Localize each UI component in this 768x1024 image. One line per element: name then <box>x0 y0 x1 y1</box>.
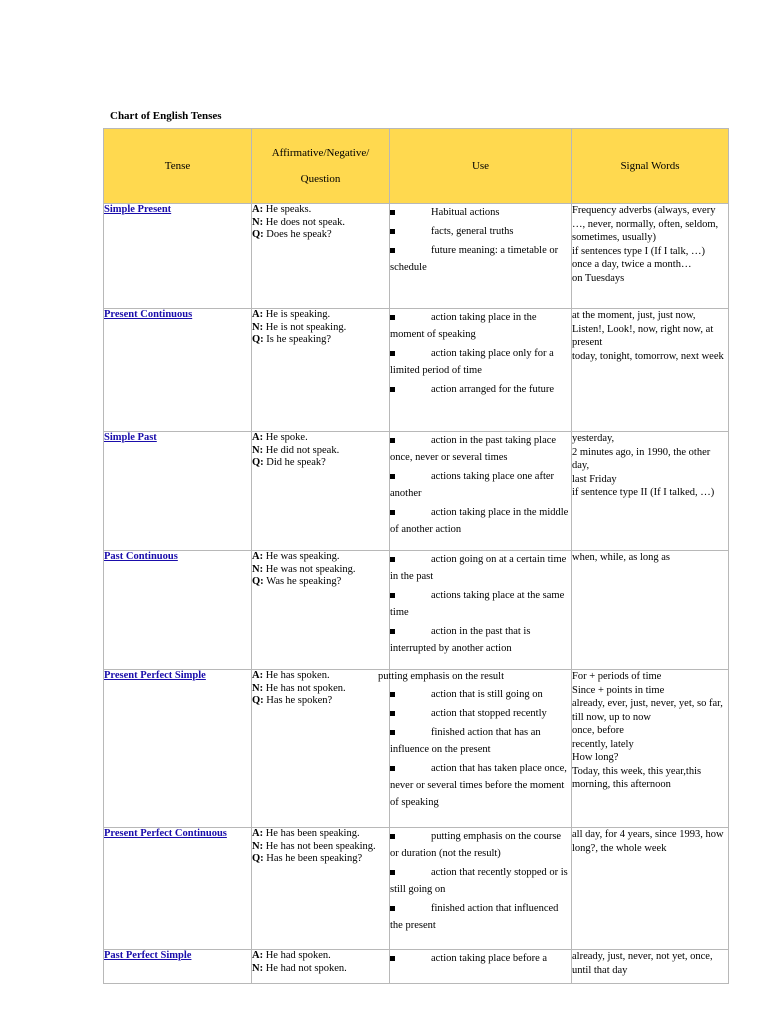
signal-cell <box>572 309 729 432</box>
form-sentence: He does not speak. <box>265 216 346 228</box>
table-row <box>104 828 729 950</box>
tense-link[interactable]: Simple Past <box>104 432 157 443</box>
bullet-icon <box>390 593 395 598</box>
use-cell <box>390 950 572 984</box>
form-sentence: He did not speak. <box>265 444 340 456</box>
tense-link[interactable]: Present Continuous <box>104 309 193 320</box>
signal-line: How long? <box>572 752 619 763</box>
form-prefix: N: <box>252 216 266 228</box>
use-item <box>390 504 571 538</box>
use-text: Habitual actions <box>431 207 500 218</box>
table-row <box>104 432 729 551</box>
form-prefix: Q: <box>252 695 267 706</box>
signal-line: For + periods of time <box>572 671 662 682</box>
use-text: finished action that influenced the present <box>390 903 559 931</box>
form-line-n <box>252 217 389 230</box>
use-text: action arranged for the future <box>431 384 555 395</box>
bullet-icon <box>390 834 395 839</box>
tense-link[interactable]: Past Perfect Simple <box>104 950 192 961</box>
header-signal: Signal Words <box>572 129 729 204</box>
use-text: actions taking place one after another <box>390 471 555 499</box>
form-prefix: N: <box>252 321 266 333</box>
signal-line: today, tonight, tomorrow, next week <box>572 350 724 362</box>
use-text: action that is still going on <box>431 689 543 700</box>
form-line-q <box>252 576 389 589</box>
form-prefix: N: <box>252 444 266 456</box>
use-text: future meaning: a timetable or schedule <box>390 245 559 273</box>
use-text: action taking place before a <box>431 953 548 964</box>
form-prefix: Q: <box>252 576 267 587</box>
signal-line: 2 minutes ago, in 1990, the other day, <box>572 446 711 471</box>
use-cell <box>378 670 572 828</box>
bullet-icon <box>390 711 395 716</box>
signal-line: all day, for 4 years, since 1993, how long?, the whole week <box>572 829 724 854</box>
forms-cell <box>252 432 390 551</box>
signal-cell <box>572 670 729 828</box>
use-item <box>390 551 571 585</box>
bullet-icon <box>390 315 395 320</box>
tense-name-cell <box>104 309 252 432</box>
forms-cell <box>252 950 390 984</box>
form-line-n <box>252 683 389 696</box>
form-sentence: He is not speaking. <box>265 321 347 333</box>
use-cell <box>390 828 572 950</box>
tense-name-cell <box>104 551 252 670</box>
signal-cell <box>572 950 729 984</box>
signal-line: on Tuesdays <box>572 272 625 284</box>
use-text: putting emphasis on the course or duration (not the result) <box>390 831 562 859</box>
bullet-icon <box>390 248 395 253</box>
form-sentence: Has he been speaking? <box>266 853 363 864</box>
signal-line: at the moment, just, just now, Listen!, Look!, now, right now, at present <box>572 310 714 348</box>
form-prefix: Q: <box>252 457 267 468</box>
use-text: action taking place in the middle of another action <box>390 507 569 535</box>
use-text: action that recently stopped or is still going on <box>390 867 568 895</box>
use-cell <box>390 432 572 551</box>
use-item <box>390 864 571 898</box>
use-item <box>390 828 571 862</box>
use-item <box>390 468 571 502</box>
form-sentence: Was he speaking? <box>266 576 342 587</box>
form-line-a <box>252 828 389 841</box>
table-row <box>104 309 729 432</box>
form-prefix: Q: <box>252 229 267 240</box>
form-line-n <box>252 564 389 577</box>
bullet-icon <box>390 730 395 735</box>
form-sentence: He spoke. <box>265 432 308 443</box>
forms-cell <box>252 670 390 828</box>
use-text: action taking place in the moment of speaking <box>390 312 537 340</box>
forms-cell <box>252 828 390 950</box>
bullet-icon <box>390 692 395 697</box>
use-cell <box>390 204 572 309</box>
bullet-icon <box>390 956 395 961</box>
form-line-a <box>252 204 389 217</box>
form-line-n <box>252 322 389 335</box>
form-prefix: N: <box>252 682 266 694</box>
bullet-icon <box>390 351 395 356</box>
form-line-q <box>252 695 389 708</box>
header-row <box>104 129 729 204</box>
bullet-icon <box>390 870 395 875</box>
form-sentence: He had not spoken. <box>265 962 347 974</box>
tense-link[interactable]: Past Continuous <box>104 551 178 562</box>
form-sentence: Does he speak? <box>266 229 332 240</box>
signal-line: already, ever, just, never, yet, so far, till now, up to now <box>572 698 723 723</box>
signal-line: recently, lately <box>572 738 634 750</box>
use-text: facts, general truths <box>431 226 514 237</box>
form-prefix: Q: <box>252 334 267 345</box>
form-sentence: He had spoken. <box>265 950 331 961</box>
signal-cell <box>572 828 729 950</box>
bullet-icon <box>390 510 395 515</box>
use-item <box>390 381 571 398</box>
use-item <box>390 345 571 379</box>
bullet-icon <box>390 438 395 443</box>
form-line-a <box>252 670 389 683</box>
form-sentence: He is speaking. <box>265 309 331 320</box>
signal-line: Since + points in time <box>572 684 665 696</box>
signal-line: once a day, twice a month… <box>572 259 692 270</box>
header-forms <box>252 129 390 204</box>
use-cell <box>390 551 572 670</box>
form-prefix: A: <box>252 670 266 681</box>
tense-name-cell <box>104 950 252 984</box>
use-item <box>390 242 571 276</box>
form-sentence: He was not speaking. <box>265 563 356 575</box>
signal-line: yesterday, <box>572 433 615 444</box>
use-text: action that stopped recently <box>431 708 547 719</box>
tense-name-cell <box>104 432 252 551</box>
form-sentence: Is he speaking? <box>266 334 332 345</box>
form-prefix: N: <box>252 563 266 575</box>
bullet-icon <box>390 210 395 215</box>
forms-cell <box>252 204 390 309</box>
use-cell <box>390 309 572 432</box>
tense-name-cell <box>104 204 252 309</box>
form-prefix: A: <box>252 432 266 443</box>
tense-link[interactable]: Present Perfect Simple <box>104 670 206 681</box>
form-sentence: He has spoken. <box>265 670 330 681</box>
form-line-a <box>252 309 389 322</box>
table-row <box>104 551 729 670</box>
use-item <box>390 760 571 811</box>
header-forms-line1: Affirmative/Negative/ <box>271 146 370 159</box>
table-row <box>104 670 729 828</box>
table-row <box>104 950 729 984</box>
form-line-q <box>252 457 389 470</box>
signal-line: Frequency adverbs (always, every …, never, normally, often, seldom, sometimes, usually) <box>572 205 719 243</box>
use-text: action going on at a certain time in the past <box>390 554 567 582</box>
form-line-n <box>252 445 389 458</box>
form-line-a <box>252 551 389 564</box>
form-line-q <box>252 229 389 242</box>
form-line-a <box>252 950 389 963</box>
form-prefix: N: <box>252 962 266 974</box>
use-item <box>390 950 571 967</box>
signal-cell <box>572 432 729 551</box>
use-note: putting emphasis on the result <box>378 671 504 682</box>
use-item <box>390 705 571 722</box>
form-line-a <box>252 432 389 445</box>
tense-link[interactable]: Simple Present <box>104 204 172 215</box>
form-line-n <box>252 841 389 854</box>
forms-cell <box>252 309 390 432</box>
header-use: Use <box>390 129 572 204</box>
use-item <box>390 900 571 934</box>
signal-line: once, before <box>572 725 624 736</box>
tense-link[interactable]: Present Perfect Continuous <box>104 828 227 839</box>
table-row <box>104 204 729 309</box>
form-sentence: He speaks. <box>265 204 312 215</box>
use-text: action that has taken place once, never or several times before the moment of speaking <box>390 763 567 808</box>
signal-cell <box>572 551 729 670</box>
use-item <box>390 623 571 657</box>
tenses-table <box>103 128 729 984</box>
signal-line: last Friday <box>572 473 617 485</box>
signal-cell <box>572 204 729 309</box>
form-prefix: Q: <box>252 853 267 864</box>
bullet-icon <box>390 906 395 911</box>
signal-line: when, while, as long as <box>572 552 670 563</box>
header-forms-line2: Question <box>300 173 341 185</box>
form-sentence: Has he spoken? <box>266 695 333 706</box>
use-text: action in the past taking place once, never or several times <box>390 435 557 463</box>
bullet-icon <box>390 557 395 562</box>
signal-line: if sentence type II (If I talked, …) <box>572 487 715 498</box>
forms-cell <box>252 551 390 670</box>
form-prefix: A: <box>252 204 266 215</box>
use-item <box>390 724 571 758</box>
use-item <box>390 686 571 703</box>
use-item <box>390 432 571 466</box>
form-prefix: A: <box>252 309 266 320</box>
form-line-n <box>252 963 389 976</box>
signal-line: if sentences type I (If I talk, …) <box>572 245 705 257</box>
form-line-q <box>252 334 389 347</box>
form-prefix: N: <box>252 840 266 852</box>
form-prefix: A: <box>252 950 266 961</box>
form-sentence: He was speaking. <box>265 551 340 562</box>
use-text: action taking place only for a limited period of time <box>390 348 554 376</box>
use-item <box>390 309 571 343</box>
form-sentence: He has not spoken. <box>265 682 346 694</box>
page-title: Chart of English Tenses <box>110 110 222 122</box>
form-sentence: Did he speak? <box>266 457 326 468</box>
form-prefix: A: <box>252 551 266 562</box>
signal-line: Today, this week, this year,this morning, this afternoon <box>572 765 702 790</box>
form-line-q <box>252 853 389 866</box>
use-text: finished action that has an influence on the present <box>390 727 541 755</box>
tense-name-cell <box>104 828 252 950</box>
tense-name-cell <box>104 670 252 828</box>
use-item <box>390 223 571 240</box>
signal-line: already, just, never, not yet, once, until that day <box>572 951 713 976</box>
bullet-icon <box>390 629 395 634</box>
form-sentence: He has been speaking. <box>265 828 360 839</box>
header-tense: Tense <box>104 129 252 204</box>
form-prefix: A: <box>252 828 266 839</box>
use-item <box>390 204 571 221</box>
bullet-icon <box>390 229 395 234</box>
use-item <box>390 587 571 621</box>
use-text: actions taking place at the same time <box>390 590 565 618</box>
form-sentence: He has not been speaking. <box>265 840 376 852</box>
bullet-icon <box>390 474 395 479</box>
use-text: action in the past that is interrupted by another action <box>390 626 531 654</box>
bullet-icon <box>390 766 395 771</box>
bullet-icon <box>390 387 395 392</box>
